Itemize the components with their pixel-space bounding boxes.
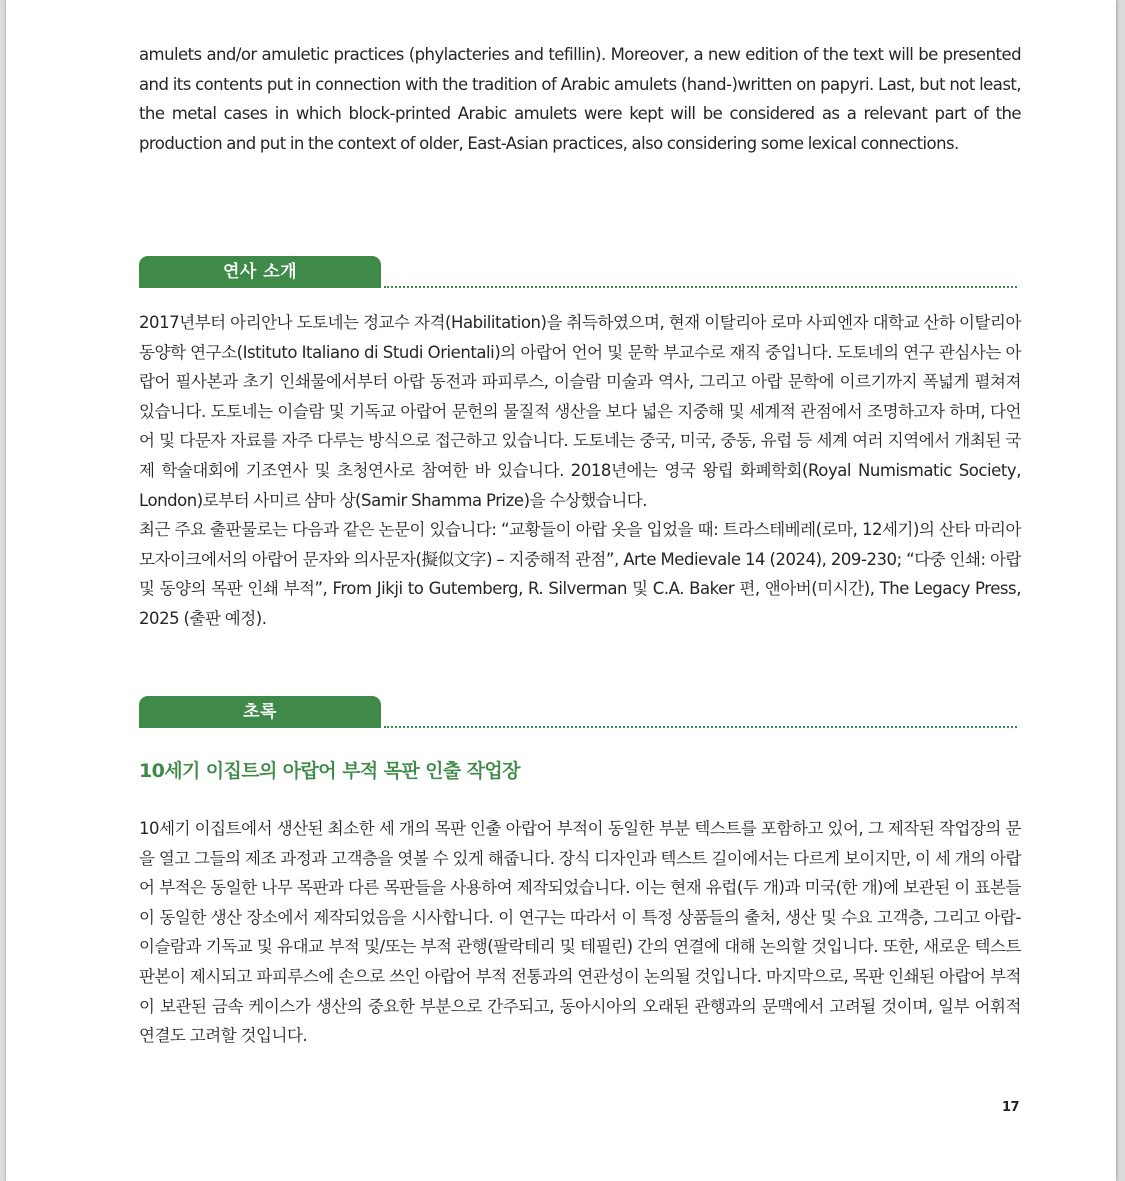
document-page (6, 0, 1116, 1181)
speaker-bio-text: 2017년부터 아리안나 도토네는 정교수 자격(Habilitation)을 취득하였으며, 현재 이탈리아 로마 사피엔자 대학교 산하 이탈리아 동양학 연구소(Istituto Italiano di Studi Orientali)의 아랍어 언어 및 문학 부교수로 재직 중입니다. 도토네의 연구 관심사는 아랍어 필사본과 초기 인쇄물에서부터 아랍 동전과 파피루스, 이슬람 미술과 역사, 그리고 아랍 문학에 이르기까지 폭넓게 펼쳐져 있습니다. 도토네는 이슬람 및 기독교 아랍어 문헌의 물질적 생산을 보다 넓은 지중해 및 세계적 관점에서 조명하고자 하며, 다언어 및 다문자 자료를 자주 다루는 방식으로 접근하고 있습니다. 도토네는 중국, 미국, 중동, 유럽 등 세계 여러 지역에서 개최된 국제 학술대회에 기조연사 및 초청연사로 참여한 바 있습니다. 2018년에는 영국 왕립 화폐학회(Royal Numismatic Society, London)로부터 사미르 샴마 상(Samir Shamma Prize)을 수상했습니다. (139, 313, 1021, 510)
section-dotted-rule (384, 726, 1017, 728)
intro-paragraph: amulets and/or amuletic practices (phylacteries and tefillin). Moreover, a new edition of the text will be presented and its contents put in connection with the tradition of Arabic amulets (hand-)written on papyri. Last, but not least, the metal cases in which block-printed Arabic amulets were kept will be considered as a relevant part of the production and put in the context of older, East-Asian practices, also considering some lexical connections. (139, 45, 1021, 153)
abstract-body: 10세기 이집트에서 생산된 최소한 세 개의 목판 인출 아랍어 부적이 동일한 부분 텍스트를 포함하고 있어, 그 제작된 작업장의 문을 열고 그들의 제조 과정과 고객층을 엿볼 수 있게 해줍니다. 장식 디자인과 텍스트 길이에서는 다르게 보이지만, 이 세 개의 아랍어 부적은 동일한 나무 목판과 다른 목판들을 사용하여 제작되었습니다. 이는 현재 유럽(두 개)과 미국(한 개)에 보관된 이 표본들이 동일한 생산 장소에서 제작되었음을 시사합니다. 이 연구는 따라서 이 특정 상품들의 출처, 생산 및 수요 고객층, 그리고 아랍-이슬람과 기독교 및 유대교 부적 및/또는 부적 관행(팔락테리 및 테필린) 간의 연결에 대해 논의할 것입니다. 또한, 새로운 텍스트 판본이 제시되고 파피루스에 손으로 쓰인 아랍어 부적 전통과의 연관성이 논의될 것입니다. 마지막으로, 목판 인쇄된 아랍어 부적이 보관된 금속 케이스가 생산의 중요한 부분으로 간주되고, 동아시아의 오래된 관행과의 문맥에서 고려될 것이며, 일부 어휘적 연결도 고려할 것입니다. (139, 819, 1021, 1046)
speaker-section-header (139, 256, 1017, 288)
speaker-publications: 최근 주요 출판물로는 다음과 같은 논문이 있습니다: “교황들이 아랍 옷을 입었을 때: 트라스테베레(로마, 12세기)의 산타 마리아 모자이크에서의 아랍어 문자와 의사문자(擬似文字) – 지중해적 관점”, Arte Medievale 14 (2024), 209-230; “다중 인쇄: 아랍 및 동양의 목판 인쇄 부적”, From Jikji to Gutemberg, R. Silverman 및 C.A. Baker 편, 앤아버(미시간), The Legacy Press, 2025 (출판 예정). (139, 520, 1021, 628)
section-dotted-rule (384, 286, 1017, 288)
abstract-section-tab: 초록 (139, 696, 381, 728)
abstract-title: 10세기 이집트의 아랍어 부적 목판 인출 작업장 (139, 760, 520, 782)
speaker-bio (139, 308, 1021, 634)
speaker-section-tab: 연사 소개 (139, 256, 381, 288)
page-number: 17 (1002, 1100, 1020, 1115)
abstract-section-header (139, 696, 1017, 728)
